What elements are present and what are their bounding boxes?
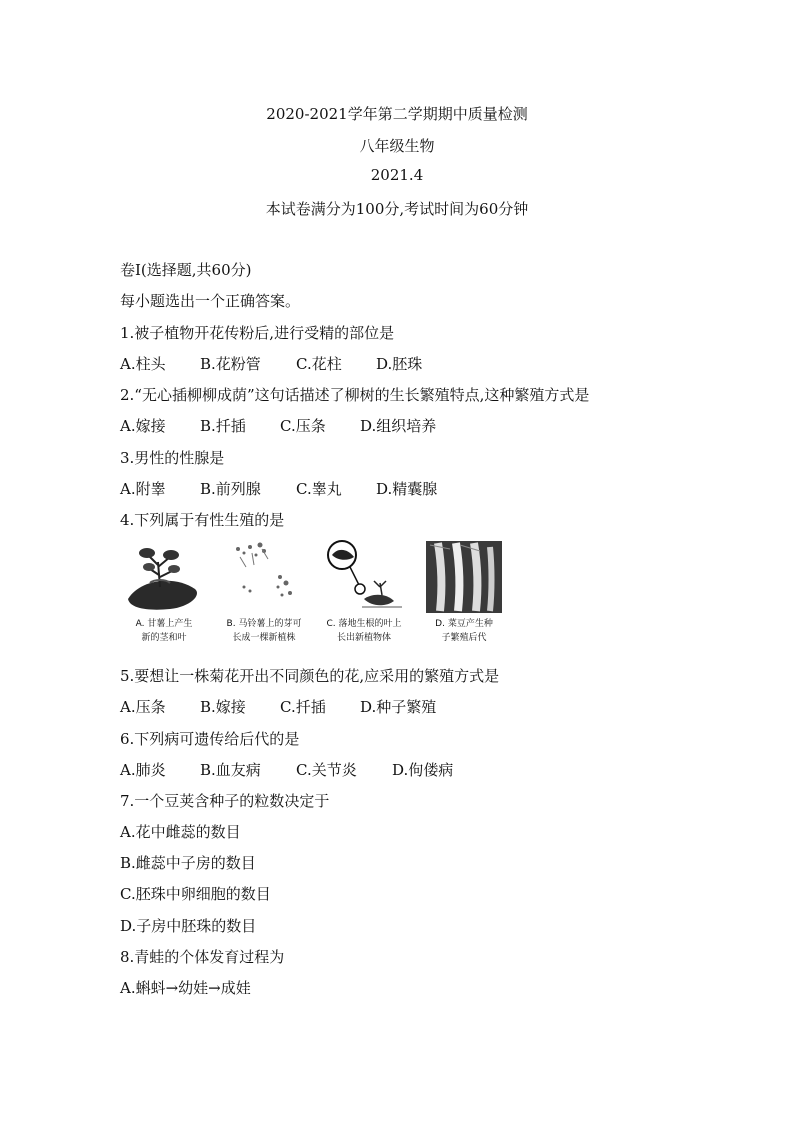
option-c[interactable]: C.扦插: [280, 698, 326, 716]
option-a[interactable]: A.花中雌蕊的数目: [120, 823, 241, 841]
figure-a-caption: [116, 617, 212, 645]
caption-line: 子繁殖后代: [441, 633, 487, 643]
option-a[interactable]: A.蝌蚪→幼娃→成娃: [120, 979, 251, 997]
bean-pod-icon: [420, 537, 510, 617]
option-a[interactable]: A.柱头: [120, 355, 166, 373]
option-c[interactable]: C.胚珠中卵细胞的数目: [120, 885, 271, 903]
option-a[interactable]: A.肺炎: [120, 761, 166, 779]
question-3-options: [120, 478, 437, 499]
section-title: 卷Ⅰ(选择题,共60分): [120, 261, 252, 279]
option-a[interactable]: A.附睾: [120, 480, 166, 498]
option-d[interactable]: D.子房中胚珠的数目: [120, 917, 257, 935]
caption-line: 长出新植物体: [336, 633, 391, 643]
question-6-options: [120, 759, 453, 780]
option-d[interactable]: D.胚珠: [376, 355, 423, 373]
caption-line: 新的茎和叶: [141, 633, 187, 643]
bryophyllum-leaf-icon: [320, 537, 410, 617]
figure-b-caption: [216, 617, 312, 645]
question-4-stem: 4.下列属于有性生殖的是: [120, 511, 285, 529]
potato-sprout-icon: [220, 537, 310, 617]
exam-title: 2020-2021学年第二学期期中质量检测: [266, 105, 528, 123]
option-b[interactable]: B.扦插: [200, 417, 246, 435]
option-b[interactable]: B.血友病: [200, 761, 261, 779]
figure-d-caption: [416, 617, 512, 645]
option-c[interactable]: C.花柱: [296, 355, 342, 373]
question-1-stem: 1.被子植物开花传粉后,进行受精的部位是: [120, 324, 395, 342]
option-b[interactable]: B.雌蕊中子房的数目: [120, 854, 256, 872]
option-c[interactable]: C.关节炎: [296, 761, 357, 779]
exam-date: 2021.4: [370, 166, 424, 184]
question-7-stem: 7.一个豆荚含种子的粒数决定于: [120, 792, 330, 810]
option-b[interactable]: B.花粉管: [200, 355, 261, 373]
question-4-figures: [120, 537, 500, 655]
option-d[interactable]: D.精囊腺: [376, 480, 438, 498]
exam-note: 本试卷满分为100分,考试时间为60分钟: [265, 200, 529, 218]
option-d[interactable]: D.种子繁殖: [360, 698, 437, 716]
question-8-stem: 8.青蛙的个体发育过程为: [120, 948, 285, 966]
question-2-options: [120, 415, 436, 436]
caption-line: D. 菜豆产生种: [435, 619, 493, 629]
option-d[interactable]: D.组织培养: [360, 417, 437, 435]
figure-d[interactable]: [420, 537, 510, 655]
question-5-stem: 5.要想让一株菊花开出不同颜色的花,应采用的繁殖方式是: [120, 667, 500, 685]
option-d[interactable]: D.佝偻病: [392, 761, 454, 779]
caption-line: 长成一棵新植株: [232, 633, 296, 643]
question-1-options: [120, 353, 422, 374]
option-b[interactable]: B.前列腺: [200, 480, 261, 498]
question-6-stem: 6.下列病可遗传给后代的是: [120, 730, 300, 748]
option-a[interactable]: A.嫁接: [120, 417, 166, 435]
option-a[interactable]: A.压条: [120, 698, 166, 716]
figure-c-caption: [316, 617, 412, 645]
caption-line: A. 甘薯上产生: [135, 619, 193, 629]
option-c[interactable]: C.压条: [280, 417, 326, 435]
figure-a[interactable]: [120, 537, 210, 655]
question-2-stem: 2.“无心插柳柳成荫”这句话描述了柳树的生长繁殖特点,这种繁殖方式是: [120, 386, 590, 404]
option-c[interactable]: C.睾丸: [296, 480, 342, 498]
section-instruction: 每小题选出一个正确答案。: [120, 292, 301, 310]
caption-line: B. 马铃薯上的芽可: [226, 619, 302, 629]
exam-subject: 八年级生物: [359, 137, 435, 155]
caption-line: C. 落地生根的叶上: [326, 619, 402, 629]
figure-b[interactable]: [220, 537, 310, 655]
figure-c[interactable]: [320, 537, 410, 655]
question-3-stem: 3.男性的性腺是: [120, 449, 225, 467]
sweet-potato-icon: [120, 537, 210, 617]
question-5-options: [120, 696, 436, 717]
option-b[interactable]: B.嫁接: [200, 698, 246, 716]
